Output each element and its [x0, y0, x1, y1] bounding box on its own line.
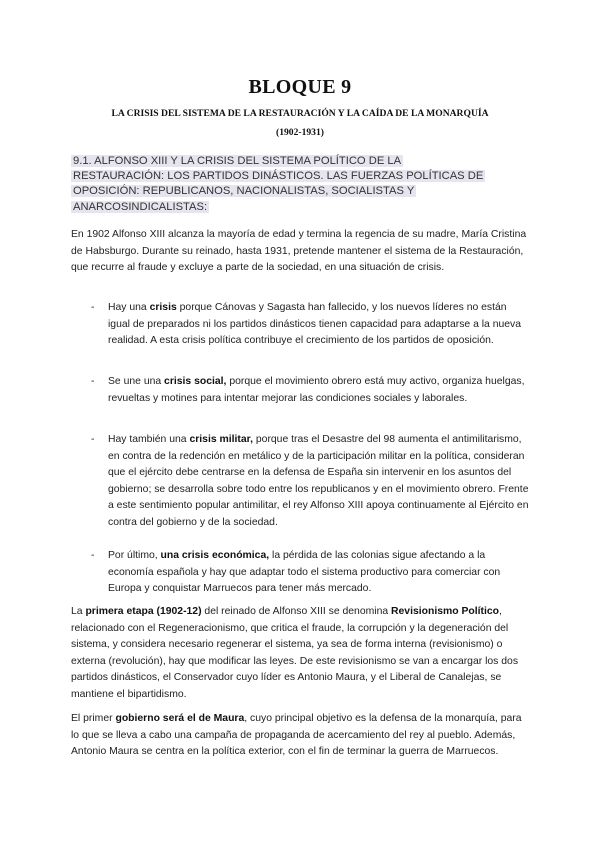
- bold-primera-etapa: primera etapa (1902-12): [85, 606, 202, 617]
- bullet-text: Por último, una crisis económica, la pérdida de las colonias sigue afectando a la economía española y hay que adaptar todo el sistema productivo para comerciar con Europa y conquistar Marruecos para tener más mercado.: [108, 550, 501, 595]
- bullet-text: Hay también una crisis militar, porque tras el Desastre del 98 aumenta el antimilitarismo, en contra de la redención en metálico y de la participación militar en la política, consideran que el ejército debe centrarse en la defensa de España sin intervenir en los asuntos del gobierno; se desarrolla sobre todo entre los republicanos y en el movimiento obrero. Frente a este sentimiento popular antimilitar, el rey Alfonso XIII apoya continuamente al Ejército en contra del gobierno y de la sociedad.: [108, 434, 529, 528]
- subtitle-line-1: LA CRISIS DEL SISTEMA DE LA RESTAURACIÓN Y LA CAÍDA DE LA MONARQUÍA: [111, 108, 489, 119]
- bold-gobierno-maura: gobierno será el de Maura: [115, 713, 245, 724]
- section-heading: [71, 154, 491, 215]
- bullet-bold: crisis social,: [164, 376, 227, 387]
- intro-paragraph: En 1902 Alfonso XIII alcanza la mayoría de edad y termina la regencia de su madre, María Cristina de Habsburgo. Durante su reinado, hasta 1931, pretende mantener el sistema de la Restauración, que recurre al fraude y excluye a parte de la sociedad, en una situación de crisis.: [71, 229, 527, 274]
- bullet-item-crisis: [91, 300, 531, 350]
- page-subtitle: [70, 104, 530, 142]
- bullet-dash: -: [91, 302, 95, 313]
- paragraph-primera-etapa: La primera etapa (1902-12) del reinado de Alfonso XIII se denomina Revisionismo Político, relacionado con el Regeneracionismo, que critica el fraude, la corrupción y la degeneración del sistema, y considera necesario regenerar el sistema, ya sea de forma interna (revisionismo) o externa (revolución), hay que modificar las leyes. De este revisionismo se van a encargar los dos partidos dinásticos, el Conservador cuyo líder es Antonio Maura, y el Liberal de Canalejas, se mantiene el bipartidismo.: [71, 606, 519, 700]
- bold-revisionismo: Revisionismo Político: [391, 606, 499, 617]
- paragraph-gobierno-maura: El primer gobierno será el de Maura, cuyo principal objetivo es la defensa de la monarquía, para lo que se lleva a cabo una campaña de propaganda de acercamiento del rey al pueblo. Además, Antonio Maura se centra en la política exterior, con el fin de terminar la guerra de Marruecos.: [71, 713, 522, 758]
- bullet-item-crisis-economica: [91, 548, 531, 598]
- subtitle-line-2: (1902-1931): [276, 127, 324, 138]
- bullet-bold: crisis: [149, 302, 177, 313]
- bullet-dash: -: [91, 550, 95, 561]
- section-heading-line-3: OPOSICIÓN: REPUBLICANOS, NACIONALISTAS, SOCIALISTAS Y: [73, 185, 415, 198]
- section-heading-line-2: RESTAURACIÓN: LOS PARTIDOS DINÁSTICOS. LAS FUERZAS POLÍTICAS DE: [73, 170, 484, 183]
- bullet-bold: crisis militar,: [189, 434, 253, 445]
- section-heading-line-4: ANARCOSINDICALISTAS:: [73, 200, 208, 213]
- bullet-item-crisis-social: [91, 374, 531, 407]
- page-title: BLOQUE 9: [248, 76, 352, 98]
- bullet-item-crisis-militar: [91, 432, 531, 532]
- bullet-text: Hay una crisis porque Cánovas y Sagasta han fallecido, y los nuevos líderes no están igual de preparados ni los partidos dinásticos tienen capacidad para adaptarse a la nueva realidad. A esta crisis política contribuye el crecimiento de los partidos de oposición.: [108, 302, 522, 347]
- bullet-text: Se une una crisis social, porque el movimiento obrero está muy activo, organiza huelgas, revueltas y motines para intentar mejorar las condiciones sociales y laborales.: [108, 376, 525, 404]
- bullet-bold: una crisis económica,: [160, 550, 270, 561]
- section-heading-line-1: 9.1. ALFONSO XIII Y LA CRISIS DEL SISTEMA POLÍTICO DE LA: [73, 155, 402, 167]
- bullet-dash: -: [91, 434, 95, 445]
- bullet-dash: -: [91, 376, 95, 387]
